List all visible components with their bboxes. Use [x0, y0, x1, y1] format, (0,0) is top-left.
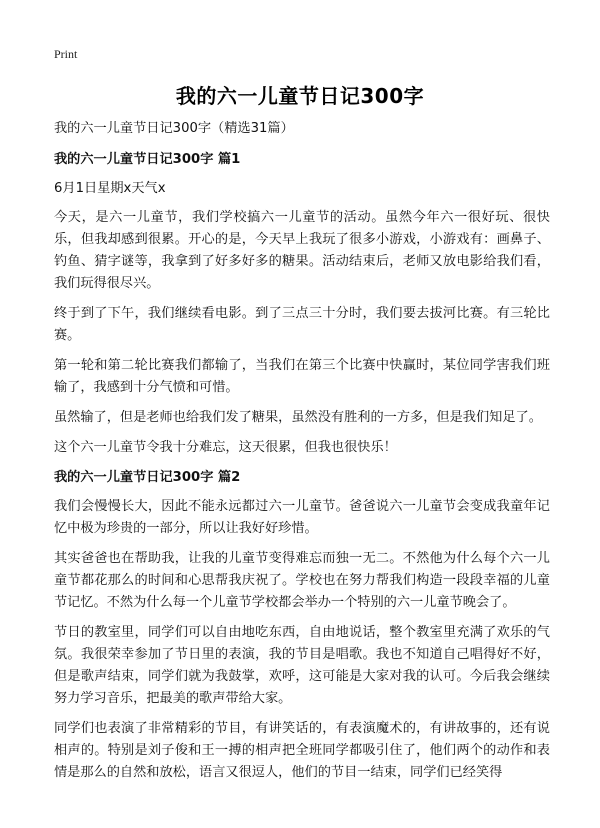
date-weather-line: 6月1日星期x天气x	[54, 181, 166, 196]
paragraph: 终于到了下午，我们继续看电影。到了三点三十分时，我们要去拔河比赛。有三轮比赛。	[54, 306, 550, 343]
document-body	[54, 118, 550, 792]
section-heading: 我的六一儿童节日记300字 篇1	[54, 152, 241, 167]
paragraph: 同学们也表演了非常精彩的节目，有讲笑话的，有表演魔术的，有讲故事的，还有说相声的。特别是刘子俊和王一搏的相声把全班同学都吸引住了，他们两个的动作和表情是那么的自然和放松，语言又很逗人，他们的节目一结束，同学们已经笑得	[54, 721, 550, 780]
paragraph: 其实爸爸也在帮助我，让我的儿童节变得难忘而独一无二。不然他为什么每个六一儿童节都花那么的时间和心思帮我庆祝了。学校也在努力帮我们构造一段段幸福的儿童节记忆。不然为什么每一个儿童节学校都会举办一个特别的六一儿童节晚会了。	[54, 551, 550, 610]
section-2	[54, 467, 550, 784]
section-1	[54, 149, 550, 459]
paragraph: 我们会慢慢长大，因此不能永远都过六一儿童节。爸爸说六一儿童节会变成我童年记忆中极为珍贵的一部分，所以让我好好珍惜。	[54, 499, 550, 536]
paragraph: 虽然输了，但是老师也给我们发了糖果，虽然没有胜利的一方多，但是我们知足了。	[54, 410, 542, 425]
paragraph: 今天，是六一儿童节，我们学校搞六一儿童节的活动。虽然今年六一很好玩、很快乐，但我却感到很累。开心的是，今天早上我玩了很多小游戏，小游戏有：画鼻子、钓鱼、猜字谜等，我拿到了好多好多的糖果。活动结束后，老师又放电影给我们看，我们玩得很尽兴。	[54, 210, 550, 291]
print-link[interactable]: Print	[54, 47, 78, 61]
paragraph: 这个六一儿童节令我十分难忘，这天很累，但我也很快乐！	[54, 440, 397, 455]
section-heading: 我的六一儿童节日记300字 篇2	[54, 470, 241, 485]
paragraph: 节日的教室里，同学们可以自由地吃东西，自由地说话，整个教室里充满了欢乐的气氛。我很荣幸参加了节日里的表演，我的节目是唱歌。我也不知道自己唱得好不好，但是歌声结束，同学们就为我鼓掌，欢呼，这可能是大家对我的认可。今后我会继续努力学习音乐，把最美的歌声带给大家。	[54, 625, 550, 706]
paragraph: 第一轮和第二轮比赛我们都输了，当我们在第三个比赛中快赢时，某位同学害我们班输了，我感到十分气愤和可惜。	[54, 358, 550, 395]
document-title: 我的六一儿童节日记300字	[175, 84, 425, 108]
document-subtitle: 我的六一儿童节日记300字（精选31篇）	[54, 121, 294, 136]
